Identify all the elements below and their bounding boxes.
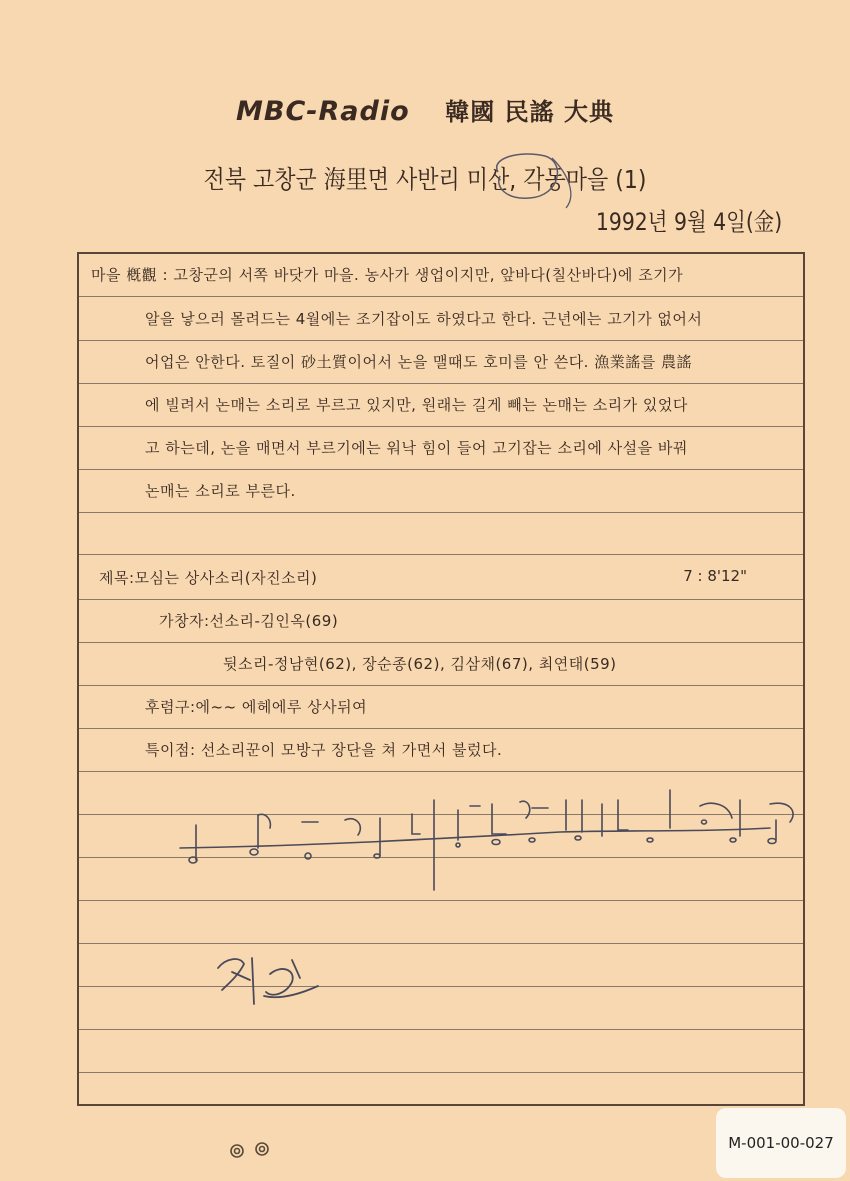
overview-line-1: 마을 槪觀 : 고창군의 서쪽 바닷가 마을. 농사가 생업이지만, 앞바다(칠산바다)에 조기가	[91, 266, 684, 284]
recording-location: 전북 고창군 海里면 사반리 미산, 각동마을 (1)	[203, 165, 647, 194]
refrain: 후렴구:에~~ 에헤에루 상사뒤여	[145, 698, 368, 716]
ink-stamp-marks	[231, 1143, 268, 1157]
recording-date: 1992년 9월 4일(金)	[595, 208, 782, 236]
overview-line-2: 알을 낳으러 몰려드는 4월에는 조기잡이도 하였다고 한다. 근년에는 고기가 없어서	[145, 310, 703, 328]
brand-title: MBC-Radio	[236, 96, 410, 127]
archive-code-label: M-001-00-027	[716, 1108, 846, 1178]
overview-line-4: 에 빌려서 논매는 소리로 부르고 있지만, 원래는 길게 빼는 논매는 소리가 있었다	[145, 396, 688, 414]
handwritten-signature	[218, 958, 318, 1004]
overview-line-5: 고 하는데, 논을 매면서 부르기에는 워낙 힘이 들어 고기잡는 소리에 사설을 바꿔	[145, 439, 688, 457]
song-title: 제목:모심는 상사소리(자진소리)	[99, 569, 318, 587]
overview-line-3: 어업은 안한다. 토질이 砂土質이어서 논을 맬때도 호미를 안 쓴다. 漁業謠를 農謠	[145, 353, 692, 371]
track-number: 7 : 8'12"	[683, 567, 747, 585]
overview-line-6: 논매는 소리로 부른다.	[145, 482, 296, 500]
lead-singer: 가창자:선소리-김인옥(69)	[159, 612, 339, 630]
special-notes: 특이점: 선소리꾼이 모방구 장단을 쳐 가면서 불렀다.	[145, 741, 503, 759]
collection-title: 韓國 民謠 大典	[445, 97, 614, 126]
chorus-singers: 뒷소리-정남현(62), 장순종(62), 김삼채(67), 최연태(59)	[223, 655, 617, 673]
